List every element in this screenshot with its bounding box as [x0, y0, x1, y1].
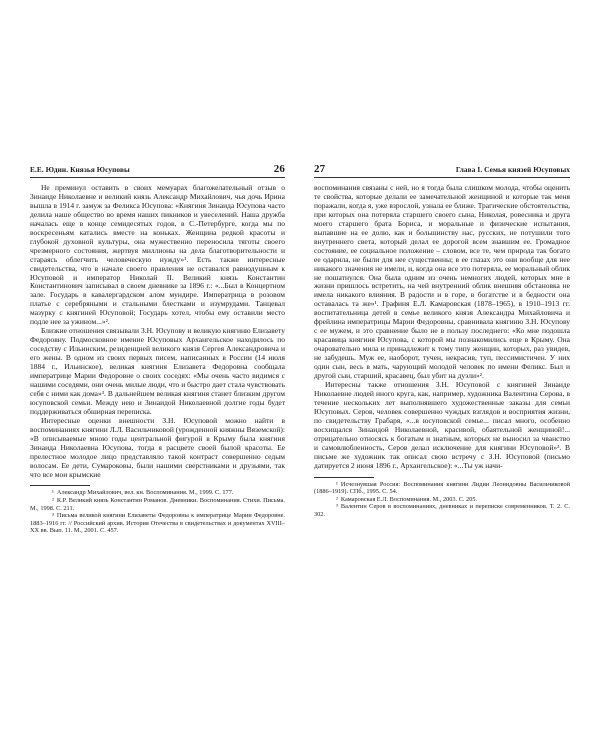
footnote: ³ Письма великой княгини Елизаветы Федоровны к императрице Марии Федоровне. 1883–1916 гг. // Российский архив. История Отечества в свидетельствах и документах XVIII–XX вв. Вып. 11. М., 2001. С. 457. [30, 512, 285, 535]
footnotes [30, 489, 285, 535]
body-text [30, 184, 285, 479]
footnote-divider [314, 477, 374, 478]
footnote: ² Камаровская Е.Л. Воспоминания. М., 2003. С. 205. [336, 495, 478, 503]
footnote: ¹ Исчезнувшая Россия: Воспоминания княгини Лидии Леонидовны Васильчиковой (1886–1919). СПб., 1995. С. 54. [314, 480, 570, 496]
running-header-left [30, 163, 285, 178]
paragraph: Интересны также отношения З.Н. Юсуповой с княгиней Зинаиде Николаевне людей иного круга, как, например, художника Валентина Серова, в течение нескольких лет выполнявшего художественные заказы для семьи Юсуповых. Серов, человек совершенно чуждых взглядов и восприятия жизни, по свидетельству Грабаря, «...в юсуповской семье... писал много, особенно восхищался Зинаидой Николаевной, красивой, обаятельной женщиной!... отрицательно относясь к богатым и знатным, которых не выносил за чванство и самовлюбленность, Серов делал исключение для княгини Юсуповой»³. В письме же художник так описал свою встречу с З.Н. Юсуповой (письмо датируется 2 июня 1896 г., Архангельское): «...Ты уж начи- [314, 379, 570, 470]
page-number: 26 [273, 163, 285, 175]
footnote: ² К.Р. Великий князь Константин Романов. Дневники. Воспоминания. Стихи. Письма. М., 1998. С. 211. [30, 497, 285, 512]
header-title: Е.Е. Юдин. Князья Юсуповы [30, 165, 130, 174]
paragraph: Интересные оценки внешности З.Н. Юсуповой можно найти в воспоминаниях княгини Л.Л. Васильчиковой (урожденной княжны Вяземской): «В описываемые мною годы центральной фигурой в Крыму была княгиня Зинаида Николаевна Юсупова, тогда я расцвете своей былой красоты. Ее прелестное молодое лицо представляло такой контраст совершенно седым волосам. Ее дети, Сумароковы, были нашими сверстниками и друзьями, так что все мои крымские [30, 415, 285, 479]
body-text [314, 184, 570, 471]
page-number: 27 [314, 163, 326, 175]
footnote: ¹ Александр Михайлович, вел. кн. Воспоминания. М., 1999. С. 177. [52, 489, 234, 497]
right-page [314, 163, 570, 518]
paragraph: Не преминул оставить в своих мемуарах благожелательный отзыв о Зинаиде Николаевне и великий князь Александр Михайлович, чья дочь Ирина вышла в 1914 г. замуж за Феликса Юсупова: «Княгиня Зинаида Юсупова часто делила наше общество во время наших пикников и увеселений. Наша дружба началась еще в конце семидесятых годов, в С.-Петербурге, когда мы по воскресеньям катались вместе на коньках. Женщина редкой красоты и глубокой духовной культуры, она мужественно переносила тяготы своего чрезмерного состояния, жертвуя миллионы на дела благотворительности и стараясь облегчить человеческую нужду»¹. Есть также интересные свидетельства, что в начале своего правления не оставался равнодушным к Юсуповой и император Николай II. Великий князь Константин Константинович записывал в своем дневнике за 1896 г.: «...Был в Концертном зале. Государь в кавалергардском алом мундире. Императрица в розовом платье с серебряными и стальными блестками и изумрудами. Танцевал мазурку с княгиней Юсуповой; Государь хотел, чтобы ему оставили место подле нее за ужином...»². [30, 183, 285, 327]
paragraph: воспоминания связаны с ней, но я тогда была слишком молода, чтобы оценить те свойства, которые делали ее замечательной женщиной и которые так меня поражали, когда я, уже взрослой, узнала ее ближе. Трагические обстоятельства, при которых она потеряла старшего своего сына, Николая, ровесника и друга моего старшего брата Бориса, и моральные и физические испытания, выпавшие на ее долю, как и большинству нас, русских, не потушили того внутреннего света, который делал ее дорогой всем знавшим ее. Громадное состояние, ее социальное положение – словом, все те, чем природа так богато ее одарила, не были для нее существенны; в ее глазах это они вообще для нее никакого значения не имели, и, когда она все это потеряла, ее моральный облик не пошатнулся. Она была одним из очень немногих людей, которых мне в жизни пришлось встретить, на чей внутренний облик внешняя обстановка не имела никакого влияния. В радости и в горе, в богатстве и в бедности она оставалась та же»¹. Графиня Е.Л. Камаровская (1878–1965), в 1910–1913 гг. воспитательница детей в семье великого князя Александра Михайловича и фрейлина императрицы Марии Федоровны, сравнивала княгиню З.Н. Юсупову с ее мужем, и это сравнение было не в пользу последнего: «Ко мне подошла красавица княгиня Юсупова, с которой мы познакомились еще в Крыму. Она очаровательно мила и принадлежит к тому типу женщин, которых, раз увидев, не забудешь. Муж ее, наоборот, тучен, некрасив, туп, пессимистичен. У них один сын, весь в мать, чарующий молодой человек по имени Феликс. Был и другой сын, старший, красавец, был убит на дуэли»². [314, 183, 570, 381]
footnotes [314, 481, 570, 519]
header-title: Глава I. Семья князей Юсуповых [455, 165, 570, 174]
left-page [30, 163, 285, 535]
paragraph: Близкие отношения связывали З.Н. Юсупову и великую княгиню Елизавету Федоровну. Подмосковное имение Юсуповых Архангельское находилось по соседству с Ильинским, резиденцией великого князя Сергея Александровича и его жены. В одном из своих первых писем, написанных в России (14 июля 1884 г., Ильинское), великая княгиня Елизавета Федоровна сообщала императрице Марии Федоровне о своих соседях: «Мы очень часто видимся с нашими соседями, они очень милые люди, что и быстро дает стала чувствовать себя с ними как дома»³. В дальнейшем великая княгиня станет близким другом юсуповской семьи. Между нею и Зинаидой Николаевной долгие годы будет поддерживаться обширная переписка. [30, 326, 285, 416]
footnote: ³ Валентин Серов в воспоминаниях, дневниках и переписке современников. Т. 2. С. 302. [314, 503, 570, 518]
running-header-right [314, 163, 570, 178]
footnote-divider [30, 485, 90, 486]
